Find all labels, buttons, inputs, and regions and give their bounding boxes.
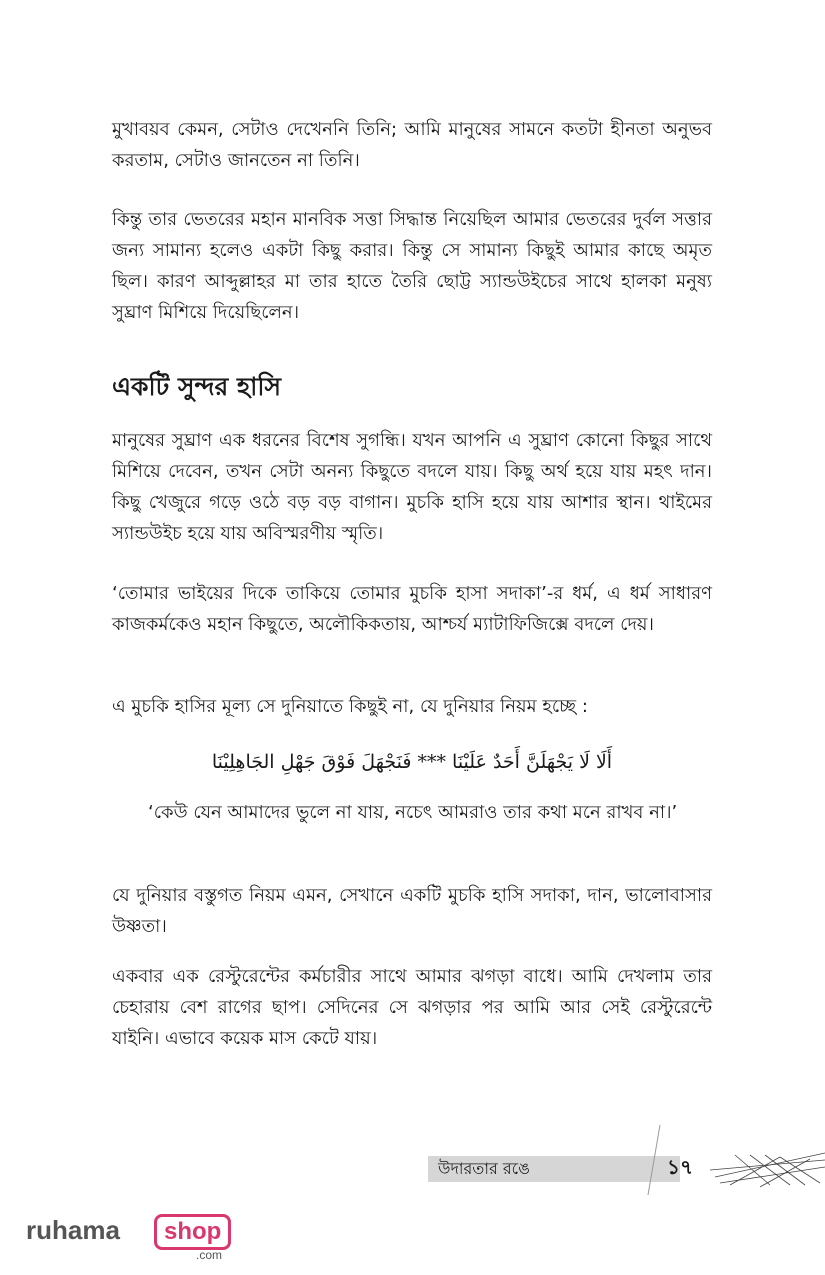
logo-shop-box: shop [154, 1214, 231, 1250]
page-number: ১৭ [667, 1155, 693, 1179]
paragraph-7: একবার এক রেস্টুরেন্টের কর্মচারীর সাথে আমার ঝগড়া বাধে। আমি দেখলাম তার চেহারায় বেশ রাগের ছাপ। সেদিনের সে ঝগড়ার পর আমি আর সেই রেস্টুরেন্টে যাইনি। এভাবে কয়েক মাস কেটে যায়। [112, 966, 712, 1049]
chapter-title: উদারতার রঙে [438, 1159, 530, 1178]
paragraph-6: যে দুনিয়ার বস্তুগত নিয়ম এমন, সেখানে একটি মুচকি হাসি সদাকা, দান, ভালোবাসার উষ্ণতা। [112, 885, 712, 937]
verse-translation: ‘কেউ যেন আমাদের ভুলে না যায়, নচেৎ আমরাও তার কথা মনে রাখব না।’ [148, 802, 678, 823]
paragraph-5: এ মুচকি হাসির মূল্য সে দুনিয়াতে কিছুই না, যে দুনিয়ার নিয়ম হচ্ছে : [112, 696, 588, 717]
paragraph-4: ‘তোমার ভাইয়ের দিকে তাকিয়ে তোমার মুচকি হাসা সদাকা’-র ধর্ম, এ ধর্ম সাধারণ কাজকর্মকেও মহান কিছুতে, অলৌকিকতায়, আশ্চর্য ম্যাটাফিজিক্সে বদলে দেয়। [112, 583, 712, 635]
paragraph-2: কিন্তু তার ভেতরের মহান মানবিক সত্তা সিদ্ধান্ত নিয়েছিল আমার ভেতরের দুর্বল সত্তার জন্য সামান্য হলেও একটা কিছু করার। কিন্তু সে সামান্য কিছুই আমার কাছে অমৃত ছিল। কারণ আব্দুল্লাহর মা তার হাতে তৈরি ছোট্ট স্যান্ডউইচের সাথে হালকা মনুষ্য সুঘ্রাণ মিশিয়ে দিয়েছিলেন। [112, 209, 712, 323]
logo-domain: .com [196, 1248, 223, 1262]
paragraph-1: মুখাবয়ব কেমন, সেটাও দেখেননি তিনি; আমি মানুষের সামনে কতটা হীনতা অনুভব করতাম, সেটাও জানতেন না তিনি। [112, 119, 712, 171]
logo-text: ruhama [26, 1215, 120, 1245]
section-heading: একটি সুন্দর হাসি [112, 372, 282, 401]
arabic-verse: أَلَا لَا يَجْهَلَنَّ أَحَدٌ عَلَيْنَا *** فَنَجْهَلَ فَوْقَ جَهْلِ الجَاهِلِيْنَا [211, 751, 613, 773]
paragraph-3: মানুষের সুঘ্রাণ এক ধরনের বিশেষ সুগন্ধি। যখন আপনি এ সুঘ্রাণ কোনো কিছুর সাথে মিশিয়ে দেবেন, তখন সেটা অনন্য কিছুতে বদলে যায়। কিছু অর্থ হয়ে যায় মহৎ দান। কিছু খেজুরে গড়ে ওঠে বড় বড় বাগান। মুচকি হাসি হয়ে যায় আশার স্থান। থাইমের স্যান্ডউইচ হয়ে যায় অবিস্মরণীয় স্মৃতি। [112, 430, 712, 544]
